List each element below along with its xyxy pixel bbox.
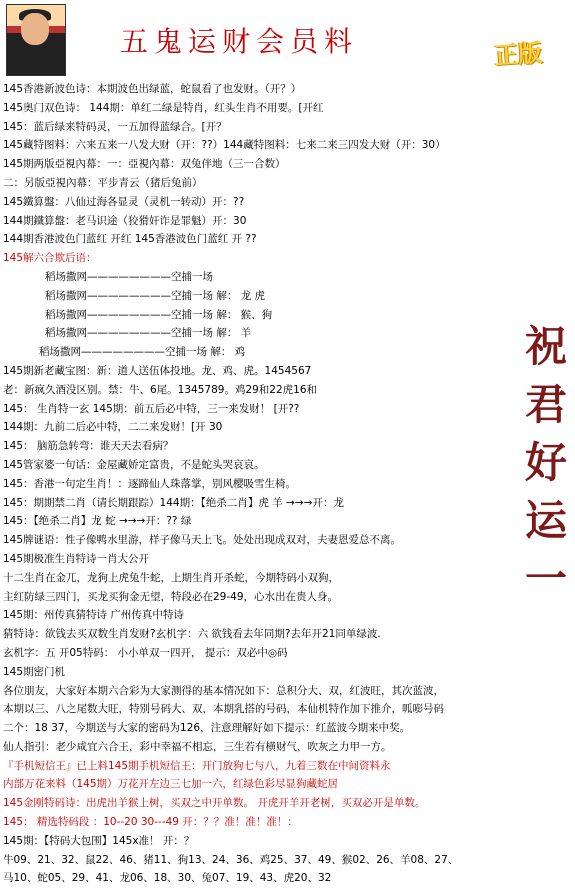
text-line: 145： 脑筋急转弯：谁天天去看病？	[3, 440, 174, 453]
text-line: 145鐵算盤：八仙过海各显灵（灵机一转动）开：??	[3, 195, 245, 208]
text-line: 145期：【特码大包围】145x准！ 开：？	[3, 834, 195, 847]
avatar-face	[21, 13, 49, 45]
text-line: 145牌谜语：性子像鸭水里游，样子像马天上飞。处处出现成双对，夫妻恩爱总不离。	[3, 534, 402, 547]
page-title: 五鬼运财会员料	[120, 25, 359, 58]
text-line: 仙人指引：老少咸宜六合王，彩中幸福不相忘，三生若有横财气，吹灰之力甲一方。	[3, 740, 392, 753]
text-line: 二：另版亞視內幕：平步青云（猪后兔前）	[3, 176, 203, 189]
text-line: 145：香港一句定生肖！：逐蹄仙人珠落掌，别风樱吸雪生椅。	[3, 477, 297, 490]
text-line: 稻场撒网————————空捕一场 解： 鸡	[39, 346, 246, 359]
slogan-char: 一	[524, 554, 567, 603]
text-line: 145： 精选特码段 ：10--20 30---49 开：？？准！准！准！：	[3, 816, 298, 829]
text-line: 145藏特图料：六来五来一八发大财（开：??）144藏特图料：七来二来三四发大财（开：30）	[3, 139, 446, 152]
slogan-char: 君	[524, 380, 567, 429]
text-line: 145奥门双色诗： 144期：单红二绿是特肖，红头生肖不用要。[开红	[3, 101, 324, 114]
text-line: 145解六合欺后语：	[3, 252, 97, 265]
text-line: 稻场撒网————————空捕一场 解： 羊	[45, 327, 252, 340]
text-line: 145：期期禁二肖（请长期跟踪）144期：【绝杀二肖】虎 羊 →→→开：龙	[3, 496, 344, 509]
slogan-char: 好	[524, 438, 567, 487]
edition-badge: 正版	[493, 37, 544, 71]
text-line: 十二生肖在金兀，龙狗上虎兔牛蛇，上期生肖开杀蛇，今期特码小双狗，	[3, 571, 339, 584]
text-line: 145期极准生肖特诗一肖大公开	[3, 552, 150, 565]
text-line: 145期新老藏宝图：新：道人送伍体投地。龙、鸡、虎。1454567	[3, 364, 312, 377]
text-line: 老：新疯久酒没区别。禁：牛、6尾。1345789。鸡29和22虎16和	[3, 383, 318, 396]
avatar	[6, 4, 66, 76]
text-line: 145期两版亞視內幕：一：亞視內幕：双兔伴地（三一合数）	[3, 158, 286, 171]
text-line: 稻场撒网————————空捕一场 解： 猴、狗	[45, 308, 273, 321]
text-line: 玄机字：五 开05特码： 小小单双一四开， 提示：双必中◎码	[3, 646, 288, 659]
text-line: 144期香港波色门蓝红 开红 145香港波色门蓝红 开 ??	[3, 233, 257, 246]
text-line: 145管家婆一句话：金屋藏娇定富贵，不是蛇头哭哀哀。	[3, 458, 265, 471]
text-line: 稻场撒网————————空捕一场 解： 龙 虎	[45, 289, 266, 302]
text-line: 二个：18 37，今期送与大家的密码为126，注意理解好如下提示：红蓝波今期来中奖。	[3, 722, 411, 735]
text-line: 145香港新波色诗：本期波色出绿蓝，蛇鼠看了也发财。（开？）	[3, 83, 302, 95]
text-line: 本期以三、八之尾数大旺，特别号码大、双，本期乳搭的号码，本仙机特作加下推介，呱嘭号码	[3, 703, 444, 716]
text-line: 马10、蛇05、29、41、龙06、18、30、兔07、19、43、虎20、32	[3, 872, 332, 885]
slogan-char: 运	[524, 496, 567, 545]
header	[0, 0, 575, 78]
text-line: 144期鐵算盤：老马识途（狡猾奸诈是罪魁）开：30	[3, 214, 247, 227]
text-line: 145金刚特码诗：出虎出羊猴上树，买双之中开单数。 开虎开羊开老树，买双必开是单数。	[3, 797, 426, 810]
text-line: 145期密门机	[3, 665, 66, 678]
content-lines	[3, 80, 515, 888]
text-line: 『手机短信王』已上料145期手机短信王：开门放狗七与八，九着三数在中间资料永	[3, 759, 391, 772]
text-line: 猜特诗：欲钱去买双数生肖发财?玄机字：六 欲钱看去年同期?去年开21同单绿波.	[3, 628, 381, 641]
text-line: 稻场撒网————————空捕一场	[45, 270, 213, 283]
text-line: 145：蓝后绿来特码灵，一五加得蓝绿合。[开？	[3, 120, 227, 133]
text-line: 145：【绝杀二肖】龙 蛇 →→→开：?? 绿	[3, 515, 192, 528]
text-line: 145： 生肖特一玄 145期：前五后必中特，三一来发财！ [开??	[3, 402, 300, 415]
text-line: 145期：州传真猜特诗 广州传真中特诗	[3, 609, 184, 622]
text-line: 主红防绿三四门，买龙买狗金无望，特段必在29-49，心水出在贵人身。	[3, 590, 339, 603]
side-slogan	[520, 318, 572, 608]
text-line: 各位朋友，大家好本期六合彩为大家测得的基本情况如下：总积分大、双，红波旺，其次蓝波，	[3, 684, 444, 697]
text-line: 内部万花来料（145期）万花开左边三七加一六，红绿色彩尽显狗藏蛇居	[3, 778, 339, 791]
text-line: 牛09、21、32、鼠22、46、猪11、狗13、24、36、鸡25、37、49、猴02、26、羊08、27、	[3, 853, 459, 866]
slogan-char: 祝	[524, 322, 567, 371]
text-line: 144期：九前二后必中特，二二来发财！[开 30	[3, 421, 223, 434]
